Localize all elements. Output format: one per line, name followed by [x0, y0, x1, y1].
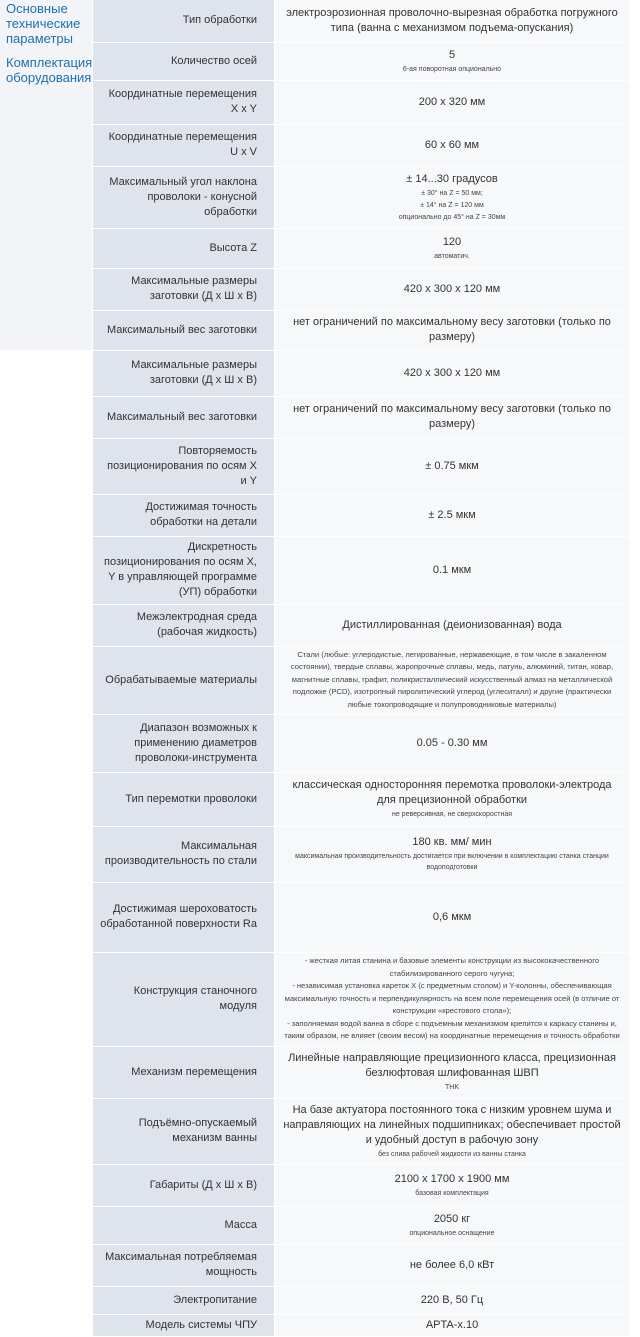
- spec-label: Максимальная производительность по стали: [93, 826, 275, 882]
- spec-value: 220 В, 50 Гц: [420, 1293, 484, 1306]
- spec-label: Максимальный угол наклона проволоки - конусной обработки: [93, 166, 275, 228]
- spec-value: 5: [448, 48, 456, 61]
- spec-label: Высота Z: [93, 228, 275, 268]
- spec-value-cell: [275, 310, 630, 350]
- spec-value: ± 2.5 мкм: [428, 508, 476, 521]
- sidebar-link-main-params[interactable]: Основные технические параметры: [6, 1, 81, 46]
- spec-label: Максимальный вес заготовки: [93, 396, 275, 438]
- spec-row: [93, 228, 629, 268]
- spec-label: Габариты (Д х Ш х В): [93, 1164, 275, 1206]
- spec-value-cell: [275, 826, 630, 882]
- spec-value-cell: [275, 882, 630, 952]
- spec-value: 200 x 320 мм: [418, 95, 486, 108]
- spec-value: 0,6 мкм: [432, 910, 472, 923]
- spec-value-cell: [275, 536, 630, 604]
- spec-row: [93, 350, 629, 396]
- spec-value: не более 6,0 кВт: [409, 1258, 495, 1271]
- spec-row: [93, 166, 629, 228]
- spec-value-cell: [275, 494, 630, 536]
- spec-value-cell: [275, 438, 630, 494]
- sidebar-link-equipment[interactable]: Комплектация оборудования: [6, 55, 93, 85]
- spec-value: 2100 х 1700 х 1900 мм: [394, 1172, 510, 1185]
- spec-note: опциональное оснащение: [409, 1229, 495, 1237]
- spec-note: максимальная производительность достигается при включении в комплектацию станка станции водоподготовки: [295, 853, 609, 871]
- spec-row: [93, 952, 629, 1046]
- spec-value: нет ограничений по максимальному весу заготовки (только по размеру): [293, 316, 611, 343]
- sidebar: [0, 0, 92, 350]
- spec-value: 420 х 300 х 120 мм: [403, 366, 501, 379]
- spec-row: [93, 124, 629, 166]
- spec-row: [93, 0, 629, 42]
- spec-label: Межэлектродная среда (рабочая жидкость): [93, 604, 275, 646]
- spec-row: [93, 714, 629, 772]
- spec-value-cell: [275, 228, 630, 268]
- spec-label: Дискретность позиционирования по осям X, Y в управляющей программе (УП) обработки: [93, 536, 275, 604]
- spec-value-cell: [275, 1098, 630, 1164]
- spec-label: Обрабатываемые материалы: [93, 646, 275, 714]
- spec-value: 60 x 60 мм: [424, 138, 480, 151]
- spec-label: Конструкция станочного модуля: [93, 952, 275, 1046]
- spec-value-cell: [275, 952, 630, 1046]
- spec-label: Количество осей: [93, 42, 275, 80]
- spec-row: [93, 396, 629, 438]
- spec-value: 0.05 - 0.30 мм: [416, 736, 488, 749]
- spec-row: [93, 1164, 629, 1206]
- specs-table: [93, 0, 629, 1337]
- spec-value-cell: [275, 1244, 630, 1286]
- spec-label: Координатные перемещения X x Y: [93, 80, 275, 124]
- spec-row: [93, 80, 629, 124]
- spec-label: Максимальные размеры заготовки (Д х Ш х В): [93, 268, 275, 310]
- spec-note: базовая комплектация: [415, 1189, 489, 1197]
- spec-label: Повторяемость позиционирования по осям X и Y: [93, 438, 275, 494]
- spec-row: [93, 494, 629, 536]
- spec-label: Тип обработки: [93, 0, 275, 42]
- spec-row: [93, 536, 629, 604]
- spec-value-cell: [275, 646, 630, 714]
- spec-value: электроэрозионная проволочно-вырезная обработка погружного типа (ванна с механизмом подъема-опускания): [286, 6, 618, 34]
- spec-label: Модель системы ЧПУ: [93, 1314, 275, 1336]
- spec-label: Максимальная потребляемая мощность: [93, 1244, 275, 1286]
- spec-value: 180 кв. мм/ мин: [412, 836, 492, 848]
- spec-value: ± 0.75 мкм: [425, 459, 479, 472]
- spec-value-cell: [275, 350, 630, 396]
- spec-row: [93, 42, 629, 80]
- spec-value: На базе актуатора постоянного тока с низким уровнем шума и направляющих на линейных подшипниках; обеспечивает простой и удобный доступ в рабочую зону: [283, 1103, 621, 1146]
- spec-value: Дистиллированная (деионизованная) вода: [342, 618, 562, 631]
- spec-note-line: ± 30° на Z = 50 мм;: [421, 189, 483, 197]
- spec-note: THK: [445, 1084, 459, 1091]
- spec-note-line: опционально до 45° на Z = 30мм: [398, 213, 506, 221]
- spec-label: Механизм перемещения: [93, 1046, 275, 1098]
- spec-value-cell: [275, 124, 630, 166]
- spec-row: [93, 1098, 629, 1164]
- spec-row: [93, 882, 629, 952]
- spec-value: нет ограничений по максимальному весу заготовки (только по размеру): [293, 403, 611, 430]
- spec-value-cell: [275, 0, 630, 42]
- spec-value-cell: [275, 604, 630, 646]
- spec-label: Тип перемотки проволоки: [93, 772, 275, 826]
- spec-value-cell: [275, 268, 630, 310]
- spec-note: не реверсивная, не сверхскоростная: [391, 811, 513, 818]
- spec-row: [93, 772, 629, 826]
- spec-row: [93, 310, 629, 350]
- spec-value-cell: [275, 1164, 630, 1206]
- spec-value: 420 х 300 х 120 мм: [403, 282, 501, 295]
- spec-note: автоматич.: [434, 252, 470, 260]
- spec-value: 0.1 мкм: [432, 563, 472, 576]
- spec-label: Масса: [93, 1206, 275, 1244]
- spec-note: 6-ая поворотная опционально: [402, 65, 502, 73]
- spec-row: [93, 1286, 629, 1314]
- spec-value: 120: [442, 235, 462, 248]
- spec-value: Линейные направляющие прецизионного класса, прецизионная безлюфтовая шлифованная ШВП: [288, 1052, 616, 1079]
- spec-label: Электропитание: [93, 1286, 275, 1314]
- spec-value-cell: [275, 396, 630, 438]
- spec-label: Подъёмно-опускаемый механизм ванны: [93, 1098, 275, 1164]
- spec-row: [93, 646, 629, 714]
- spec-value: APTA-x.10: [425, 1318, 479, 1331]
- spec-label: Достижимая шероховатость обработанной поверхности Ra: [93, 882, 275, 952]
- spec-value-cell: [275, 1286, 630, 1314]
- spec-row: [93, 1244, 629, 1286]
- spec-label: Координатные перемещения U x V: [93, 124, 275, 166]
- spec-value-cell: [275, 80, 630, 124]
- spec-row: [93, 604, 629, 646]
- spec-value-cell: [275, 166, 630, 228]
- spec-label: Достижимая точность обработки на детали: [93, 494, 275, 536]
- spec-description: Стали (любые: углеродистые, легированные, нержавеющие, в том числе в закаленном состоянии), твердые сплавы, жаропрочные сплавы, медь, латунь, алюминий, титан, ковар, магнитные сплавы, графит, поликристаллический искусственный алмаз на металлической подложке (PCD), изотропный пиролитический углерод (углеситалл) и другие (практически любые токопроводящие и полупроводниковые материалы): [290, 649, 614, 709]
- spec-value-cell: [275, 1046, 630, 1098]
- spec-row: [93, 268, 629, 310]
- spec-value: ± 14...30 градусов: [406, 172, 498, 185]
- spec-value-cell: [275, 714, 630, 772]
- spec-label: Диапазон возможных к применению диаметров проволоки-инструмента: [93, 714, 275, 772]
- spec-value-cell: [275, 42, 630, 80]
- spec-row: [93, 438, 629, 494]
- spec-row: [93, 826, 629, 882]
- spec-note: без слива рабочей жидкости из ванны станка: [378, 1150, 526, 1158]
- spec-value-cell: [275, 772, 630, 826]
- spec-value: 2050 кг: [433, 1212, 471, 1225]
- spec-value-cell: [275, 1206, 630, 1244]
- spec-value: классическая односторонняя перемотка проволоки-электрода для прецизионной обработки: [292, 779, 612, 806]
- spec-label: Максимальные размеры заготовки (Д х Ш х В): [93, 350, 275, 396]
- spec-row: [93, 1206, 629, 1244]
- spec-label: Максимальный вес заготовки: [93, 310, 275, 350]
- spec-note-line: ± 14° на Z = 120 мм: [420, 201, 484, 209]
- spec-row: [93, 1046, 629, 1098]
- spec-description: - жесткая литая станина и базовые элементы конструкции из высококачественного стабилизированного серого чугуна; - независимая установка кареток X (с предметным столом) и Y-колонны, обеспечивающая максимальную точность и перпендикулярность на всем поле перемещения осей (в отличие от конструкции «крестового стола»); - заполняемая водой ванна в сборе с подъемным механизмом крепится к каркасу станины и, таким образом, не влияет (своим весом) на координатные перемещения и точность обработки: [284, 956, 620, 1041]
